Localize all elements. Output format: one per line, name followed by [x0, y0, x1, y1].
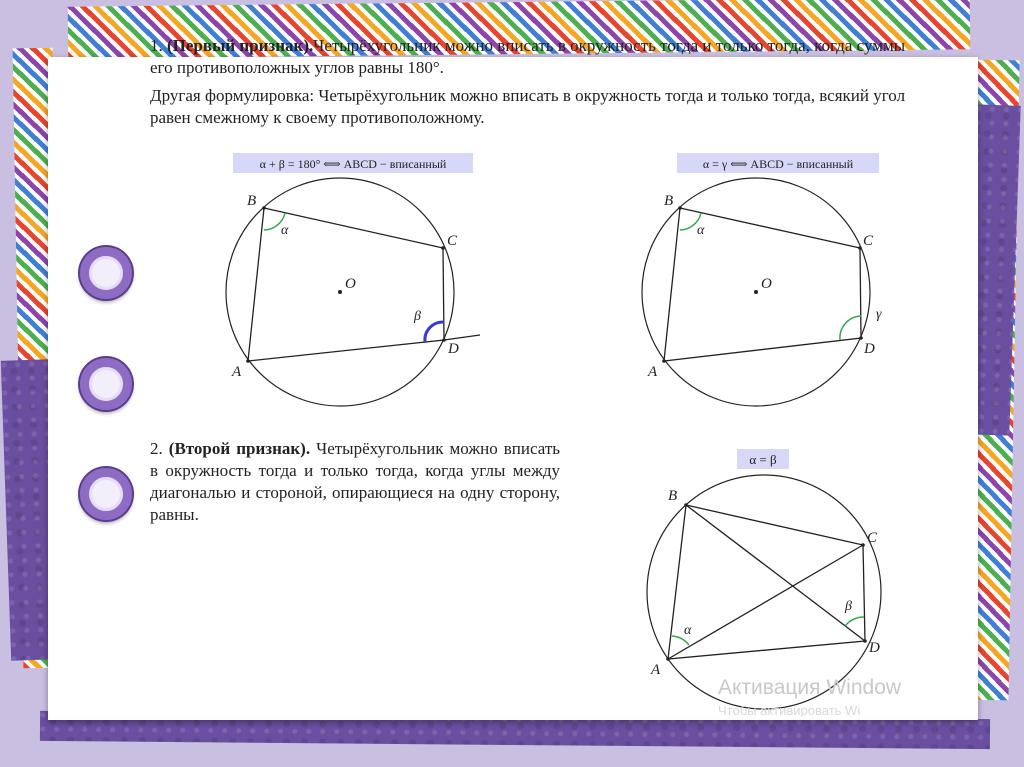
diagram-3-vertex-b	[684, 503, 688, 507]
diagram-1-vertex-a	[246, 359, 250, 363]
diagram-1-vertex-c	[441, 246, 445, 250]
diagram-2-label-gamma: γ	[876, 307, 882, 322]
diagram-3-quadrilateral	[668, 505, 865, 659]
diagram-1-extension	[444, 335, 480, 340]
diagram-1-label-beta: β	[414, 309, 421, 324]
diagram-1-label-a: A	[232, 364, 242, 380]
diagram-3-label-b: B	[668, 488, 678, 504]
diagram-2-label-o: O	[761, 276, 772, 292]
diagram-2-label-d: D	[864, 341, 875, 357]
criterion-1-number: 1.	[150, 36, 163, 55]
criterion-2-text: Четырёхугольник можно вписать в окружность тогда и только тогда, когда углы между диагональю и стороной, опирающиеся на одну сторону, равны.	[150, 439, 561, 524]
diagram-2-gamma-arc	[840, 316, 861, 340]
diagram-2-label-alpha: α	[697, 223, 705, 238]
diagram-2-label-a: A	[648, 364, 658, 380]
diagram-2-vertex-c	[858, 246, 862, 250]
diagram-3-label-c: C	[867, 530, 878, 546]
diagram-3-label-d: D	[869, 640, 880, 656]
diagram-2-vertex-d	[859, 336, 863, 340]
diagram-1-vertex-d	[442, 338, 446, 342]
diagram-2-label-b: B	[664, 193, 674, 209]
diagram-1	[226, 153, 480, 406]
diagram-1-label-o: O	[345, 276, 356, 292]
diagram-3-beta-arc	[845, 617, 864, 626]
diagram-1-label-b: B	[247, 193, 257, 209]
criterion-1-title: (Первый признак).	[167, 36, 314, 55]
diagram-2-vertex-b	[678, 206, 682, 210]
diagram-3	[647, 449, 881, 709]
diagram-3-diagonal-ac	[668, 545, 863, 659]
diagram-3-label-beta: β	[845, 599, 852, 614]
diagram-3-vertex-a	[666, 657, 670, 661]
diagram-1-label-alpha: α	[281, 223, 289, 238]
diagram-2-vertex-a	[662, 359, 666, 363]
activation-watermark: Активация Window	[718, 676, 902, 699]
diagram-1-caption: α + β = 180° ⟺ ABCD − вписанный	[259, 157, 447, 171]
diagram-2	[642, 153, 882, 406]
activation-watermark-subtext: Чтобы активировать Wi	[718, 703, 861, 717]
diagram-3-vertex-c	[861, 543, 865, 547]
alternative-text: Другая формулировка: Четырёхугольник можно вписать в окружность тогда и только тогда, всякий угол равен смежному к своему противоположному.	[150, 86, 906, 127]
diagram-1-beta-arc	[425, 322, 444, 342]
diagram-3-circle	[647, 475, 881, 709]
diagram-2-caption: α = γ ⟺ ABCD − вписанный	[702, 157, 854, 171]
criterion-2-number: 2.	[150, 439, 163, 458]
diagram-3-caption: α = β	[749, 452, 777, 467]
diagram-3-label-a: A	[651, 662, 661, 678]
diagram-2-label-c: C	[863, 233, 874, 249]
diagram-3-vertex-d	[863, 639, 867, 643]
criterion-2-title: (Второй признак).	[168, 439, 311, 458]
diagram-2-center-point	[754, 290, 758, 294]
diagram-1-label-c: C	[447, 233, 458, 249]
diagram-1-label-d: D	[448, 341, 459, 357]
criterion-1-text: Четырёхугольник можно вписать в окружность тогда и только тогда, когда суммы его противоположных углов равны 180°.	[150, 36, 906, 77]
diagram-1-vertex-b	[262, 206, 266, 210]
diagram-1-center-point	[338, 290, 342, 294]
diagram-3-label-alpha: α	[684, 623, 692, 638]
